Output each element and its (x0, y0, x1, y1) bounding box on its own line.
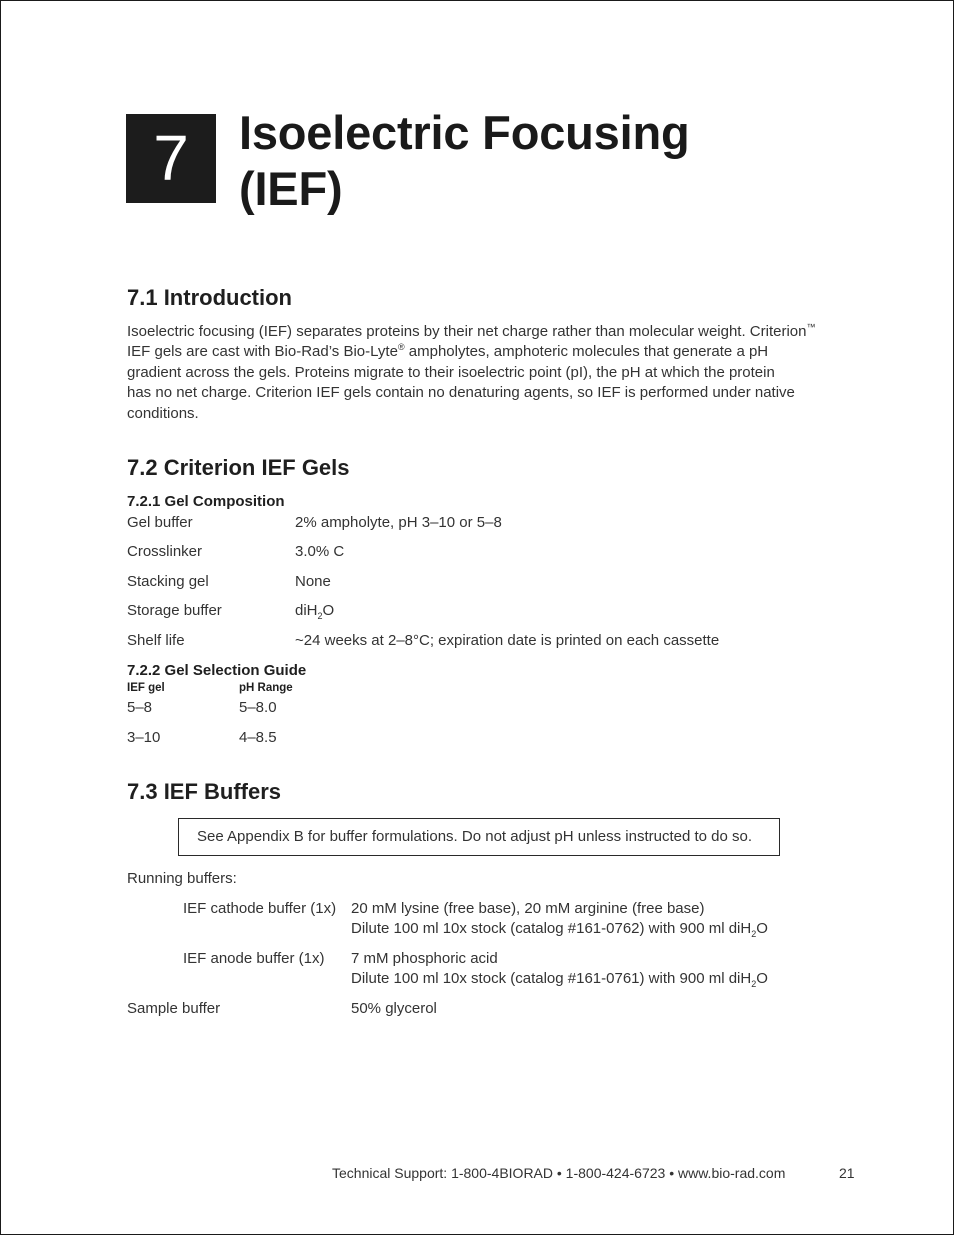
selection-range: 5–8.0 (239, 699, 277, 716)
anode-buffer-composition: 7 mM phosphoric acid (351, 950, 498, 967)
intro-line: gradient across the gels. Proteins migrate to their isoelectric point (pI), the pH at which the protein (127, 363, 775, 381)
composition-label: Storage buffer (127, 602, 222, 619)
dilution-text: O (756, 970, 768, 987)
sample-buffer-label: Sample buffer (127, 1000, 221, 1017)
section-heading-ief-buffers: 7.3 IEF Buffers (127, 779, 282, 804)
table-header-ph-range: pH Range (239, 682, 293, 694)
chapter-title (239, 105, 839, 217)
cathode-buffer-label: IEF cathode buffer (1x) (183, 900, 337, 917)
trademark-symbol: ™ (806, 322, 816, 332)
introduction-paragraph (127, 322, 847, 424)
selection-range: 4–8.5 (239, 729, 277, 746)
anode-buffer-label: IEF anode buffer (1x) (183, 950, 325, 967)
section-heading-criterion-ief-gels: 7.2 Criterion IEF Gels (127, 455, 350, 480)
composition-value: 2% ampholyte, pH 3–10 or 5–8 (295, 514, 502, 531)
composition-label: Shelf life (127, 632, 185, 649)
intro-line (127, 342, 847, 362)
running-buffers-label: Running buffers: (127, 870, 237, 887)
chapter-number: 7 (153, 122, 189, 194)
intro-text: Isoelectric focusing (IEF) separates proteins by their net charge rather than molecular weight. Criterion (127, 323, 807, 340)
chapter-number-box (126, 114, 216, 203)
table-header-ief-gel: IEF gel (127, 682, 165, 694)
page-number: 21 (839, 1165, 855, 1181)
chapter-title-line-1: Isoelectric Focusing (239, 106, 690, 159)
note-box (178, 818, 780, 856)
intro-line (127, 322, 847, 342)
subsection-heading-gel-composition: 7.2.1 Gel Composition (127, 493, 285, 510)
intro-text: ampholytes, amphoteric molecules that generate a pH (404, 343, 769, 361)
cathode-buffer-composition: 20 mM lysine (free base), 20 mM arginine (free base) (351, 900, 705, 917)
footer-support-info: Technical Support: 1-800-4BIORAD • 1-800-424-6723 • www.bio-rad.com (332, 1165, 786, 1181)
composition-label: Gel buffer (127, 514, 193, 531)
chapter-title-line-2: (IEF) (239, 162, 343, 215)
subsection-heading-gel-selection-guide: 7.2.2 Gel Selection Guide (127, 662, 307, 679)
intro-text: IEF gels are cast with Bio-Rad’s Bio-Lyte (127, 343, 398, 361)
subscript: 2 (751, 979, 757, 989)
section-heading-introduction: 7.1 Introduction (127, 285, 292, 310)
composition-value (295, 601, 334, 621)
anode-buffer-dilution (351, 969, 768, 989)
note-text: See Appendix B for buffer formulations. Do not adjust pH unless instructed to do so. (197, 828, 753, 845)
composition-label: Stacking gel (127, 573, 209, 590)
composition-label: Crosslinker (127, 543, 203, 560)
registered-symbol: ® (397, 342, 405, 353)
subscript: 2 (751, 929, 757, 939)
value-text: diH (295, 602, 318, 619)
dilution-text: O (756, 920, 768, 937)
selection-gel: 5–8 (127, 699, 153, 716)
dilution-text: Dilute 100 ml 10x stock (catalog #161-0762) with 900 ml diH (351, 920, 752, 937)
intro-line: has no net charge. Criterion IEF gels contain no denaturing agents, so IEF is performed under native (127, 384, 795, 402)
composition-value: None (295, 573, 331, 590)
sample-buffer-value: 50% glycerol (351, 1000, 437, 1017)
selection-gel: 3–10 (127, 729, 161, 746)
value-text: O (322, 602, 335, 619)
composition-value: ~24 weeks at 2–8°C; expiration date is printed on each cassette (295, 632, 720, 649)
intro-line: conditions. (127, 404, 199, 422)
dilution-text: Dilute 100 ml 10x stock (catalog #161-0761) with 900 ml diH (351, 970, 752, 987)
composition-value: 3.0% C (295, 543, 345, 560)
cathode-buffer-dilution (351, 919, 768, 939)
subscript: 2 (317, 611, 323, 621)
